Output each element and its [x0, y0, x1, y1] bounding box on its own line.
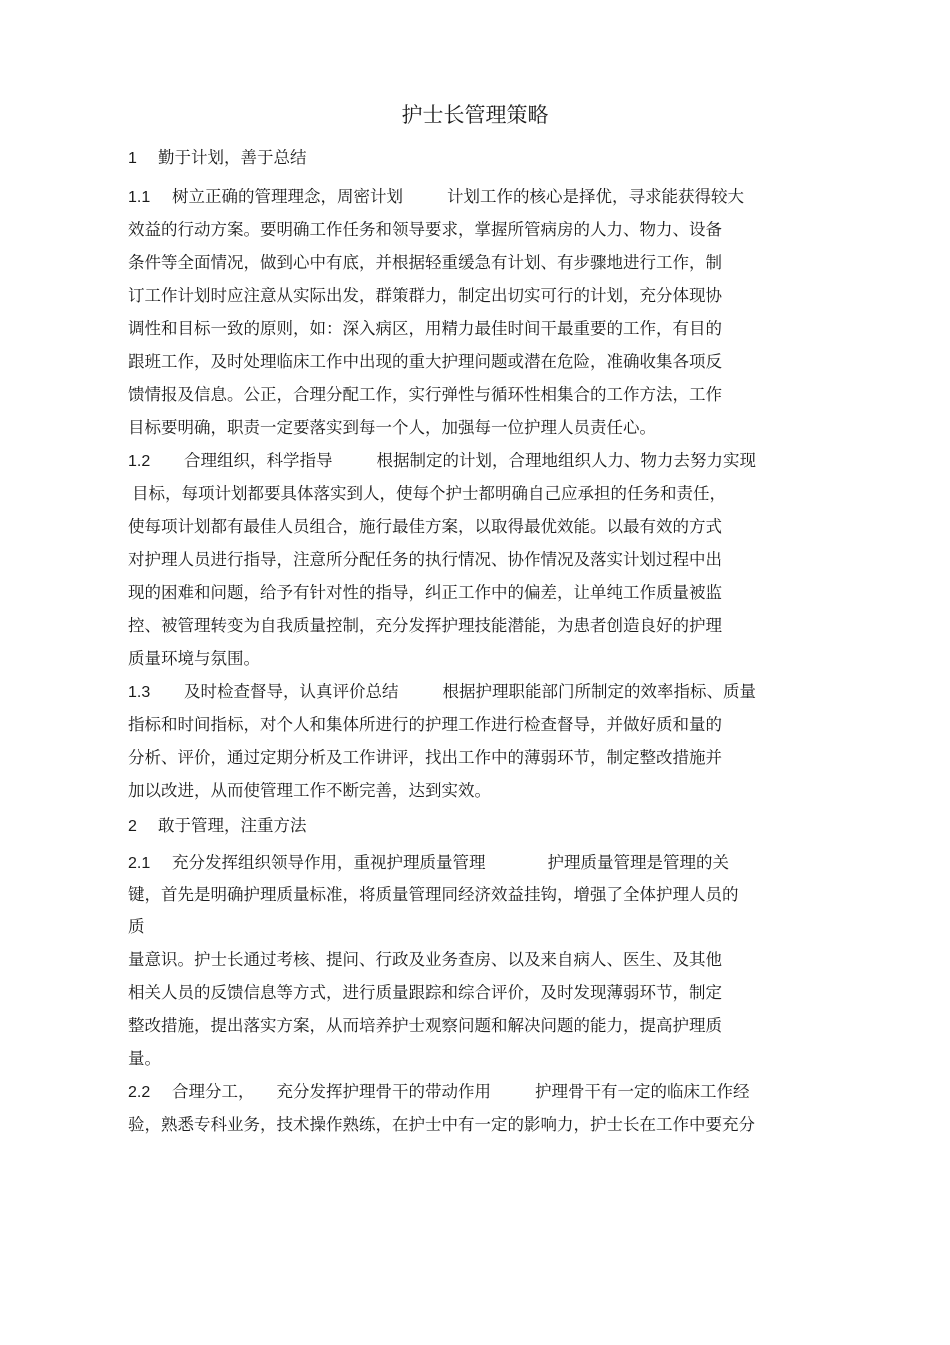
subsection-number: 1.1 [128, 189, 151, 206]
section-title: 敢于管理，注重方法 [158, 816, 307, 835]
paragraph-line: 订工作计划时应注意从实际出发，群策群力，制定出切实可行的计划，充分体现协 [128, 286, 722, 305]
section-1-heading [128, 147, 307, 170]
paragraph-line: 效益的行动方案。要明确工作任务和领导要求，掌握所管病房的人力、物力、设备 [128, 220, 722, 239]
subsection-heading: 合理组织，科学指导 [184, 451, 333, 470]
paragraph-line: 计划工作的核心是择优，寻求能获得较大 [447, 187, 744, 206]
paragraph-line: 键，首先是明确护理质量标准，将质量管理同经济效益挂钩，增强了全体护理人员的 [128, 885, 739, 904]
paragraph-line: 量意识。护士长通过考核、提问、行政及业务查房、以及来自病人、医生、及其他 [128, 950, 722, 969]
section-title: 勤于计划，善于总结 [158, 148, 307, 167]
paragraph-line: 护理骨干有一定的临床工作经 [535, 1082, 750, 1101]
paragraph-line: 质量环境与氛围。 [128, 649, 260, 668]
paragraph-line: 验，熟悉专科业务，技术操作熟练，在护士中有一定的影响力，护士长在工作中要充分 [128, 1115, 755, 1134]
paragraph-line: 现的困难和问题，给予有针对性的指导，纠正工作中的偏差，让单纯工作质量被监 [128, 583, 722, 602]
paragraph-line: 对护理人员进行指导，注意所分配任务的执行情况、协作情况及落实计划过程中出 [128, 550, 722, 569]
subsection-1-1-first-line [128, 186, 744, 209]
subsection-1-3-first-line [128, 681, 756, 704]
paragraph-line: 馈情报及信息。公正，合理分配工作，实行弹性与循环性相集合的工作方法，工作 [128, 385, 722, 404]
subsection-2-1-first-line [128, 852, 729, 875]
subsection-heading: 树立正确的管理理念，周密计划 [172, 187, 403, 206]
paragraph-line: 整改措施，提出落实方案，从而培养护士观察问题和解决问题的能力，提高护理质 [128, 1016, 722, 1035]
paragraph-line: 指标和时间指标，对个人和集体所进行的护理工作进行检查督导，并做好质和量的 [128, 715, 722, 734]
paragraph-line: 根据护理职能部门所制定的效率指标、质量 [442, 682, 756, 701]
paragraph-line: 护理质量管理是管理的关 [547, 853, 729, 872]
subsection-number: 1.3 [128, 684, 151, 701]
paragraph-line: 调性和目标一致的原则，如：深入病区，用精力最佳时间干最重要的工作，有目的 [128, 319, 722, 338]
subsection-number: 2.2 [128, 1084, 151, 1101]
section-number: 1 [128, 150, 137, 167]
section-2-heading [128, 815, 307, 838]
paragraph-line: 控、被管理转变为自我质量控制，充分发挥护理技能潜能，为患者创造良好的护理 [128, 616, 722, 635]
subsection-heading: 合理分工， [172, 1082, 255, 1101]
subsection-1-2-first-line [128, 450, 756, 473]
document-title: 护士长管理策略 [401, 103, 549, 127]
subsection-2-2-first-line [128, 1081, 750, 1104]
paragraph-line: 质 [128, 917, 145, 936]
paragraph-line: 分析、评价，通过定期分析及工作讲评，找出工作中的薄弱环节，制定整改措施并 [128, 748, 722, 767]
paragraph-line: 相关人员的反馈信息等方式，进行质量跟踪和综合评价，及时发现薄弱环节，制定 [128, 983, 722, 1002]
paragraph-line: 跟班工作，及时处理临床工作中出现的重大护理问题或潜在危险，准确收集各项反 [128, 352, 722, 371]
paragraph-line: 条件等全面情况，做到心中有底，并根据轻重缓急有计划、有步骤地进行工作，制 [128, 253, 722, 272]
subsection-heading: 及时检查督导，认真评价总结 [184, 682, 399, 701]
subsection-number: 1.2 [128, 453, 151, 470]
subsection-heading: 充分发挥组织领导作用，重视护理质量管理 [172, 853, 486, 872]
subsection-number: 2.1 [128, 855, 151, 872]
paragraph-line: 目标要明确，职责一定要落实到每一个人，加强每一位护理人员责任心。 [128, 418, 656, 437]
paragraph-line: 量。 [128, 1049, 161, 1068]
paragraph-line: 加以改进，从而使管理工作不断完善，达到实效。 [128, 781, 491, 800]
paragraph-line: 目标，每项计划都要具体落实到人，使每个护士都明确自己应承担的任务和责任， [132, 484, 726, 503]
paragraph-line: 使每项计划都有最佳人员组合，施行最佳方案，以取得最优效能。以最有效的方式 [128, 517, 722, 536]
paragraph-line: 根据制定的计划，合理地组织人力、物力去努力实现 [376, 451, 756, 470]
section-number: 2 [128, 818, 137, 835]
subsection-heading-continued: 充分发挥护理骨干的带动作用 [276, 1082, 491, 1101]
